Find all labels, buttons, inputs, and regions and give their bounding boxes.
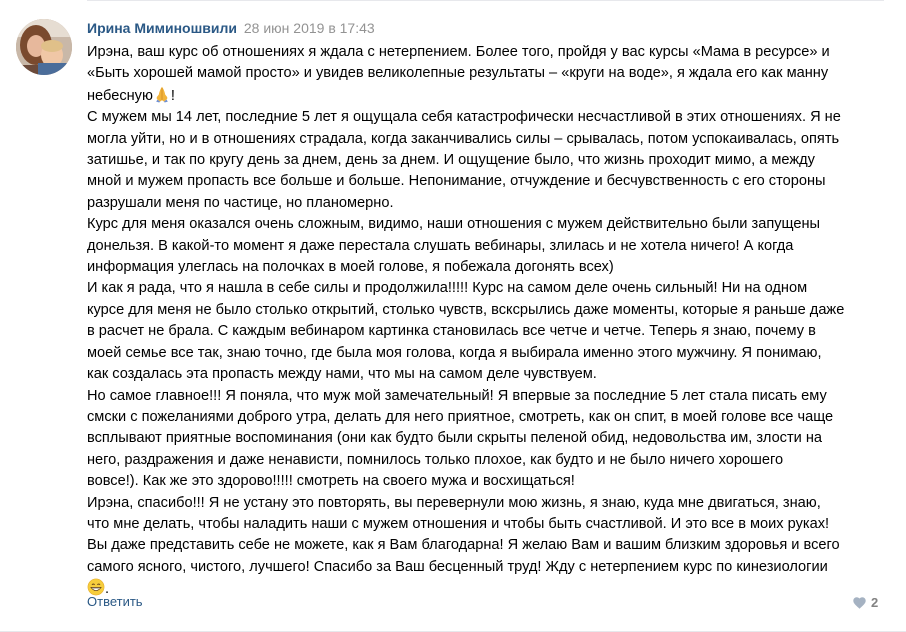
text-line: могла уйти, но и в отношениях страдала, когда заканчивались силы – срывалась, потом успокаивалась, опять — [87, 130, 840, 147]
text-line: смски с пожеланиями доброго утра, делать для него приятное, смотреть, как он спит, в моей голове все чаще — [87, 408, 834, 425]
text-line: курсе для меня не было столько открытий, столько чувств, всксрылись даже моменты, которые я раньше даже — [87, 301, 845, 318]
reply-button[interactable]: Ответить — [87, 594, 143, 609]
text-line: мной и мужем пропасть все больше и больше. Непонимание, отчуждение и бесчувственность с его стороны — [87, 173, 826, 190]
text-line: Ирэна, ваш курс об отношениях я ждала с нетерпением. Более того, пройдя у вас курсы «Мама в ресурсе» и — [87, 44, 830, 60]
text-fragment: небесную — [87, 87, 153, 104]
text-line: Курс для меня оказался очень сложным, видимо, наши отношения с мужем действительно были запущены — [87, 216, 821, 233]
text-line: моей семье все так, знаю точно, где была моя голова, когда я выбирала именно этого мужчину. Я понимаю, — [87, 344, 822, 361]
text-line: Вы даже представить себе не можете, как я Вам благодарна! Я желаю Вам и вашим близким здоровья и всего — [87, 537, 840, 554]
folded-hands-icon — [153, 85, 171, 103]
avatar[interactable] — [16, 19, 72, 75]
text-line: информация улеглась на полочках в моей голове, я побежала догонять всех) — [87, 259, 614, 276]
like-button[interactable] — [852, 594, 878, 610]
top-separator — [87, 0, 884, 1]
text-line: затишье, и так по кругу день за днем, день за днем. И ощущение было, что жизнь проходит мимо, а между — [87, 152, 815, 169]
comment-date[interactable]: 28 июн 2019 в 17:43 — [243, 20, 375, 36]
text-line: что мне делать, чтобы наладить наши с мужем отношения и чтобы быть счастливой. И это все в моих руках! — [87, 515, 830, 532]
text-line: С мужем мы 14 лет, последние 5 лет я ощущала себя катастрофически несчастливой в этих отношениях. Я не — [87, 109, 841, 126]
text-line: . — [87, 578, 887, 600]
like-count: 2 — [871, 594, 879, 610]
text-line: «Быть хорошей мамой просто» и увидев великолепные результаты – «круги на воде», я ждала его как манну — [87, 65, 829, 82]
text-line: в расчет не брала. С каждым вебинаром картинка становилась все четче и четче. Теперь я знаю, почему в — [87, 323, 816, 340]
text-line: донельзя. В какой-то момент я даже перестала слушать вебинары, злилась и не хотела ничего! А когда — [87, 237, 794, 254]
text-line: него, раздражения и даже ненависти, помнилось только плохое, как будто и не было ничего хорошего — [87, 451, 784, 468]
text-fragment: ! — [170, 87, 175, 104]
text-line: Но самое главное!!! Я поняла, что муж мой замечательный! Я впервые за последние 5 лет стала писать ему — [87, 387, 827, 404]
text-line: как создалась эта пропасть между нами, что мы на самом деле чувствуем. — [87, 366, 597, 383]
text-line: разрушали меня по частице, но планомерно. — [87, 194, 394, 211]
text-line: вовсе!). Как же это здорово!!!!! смотреть на своего мужа и восхищаться! — [87, 473, 575, 490]
text-line: И как я рада, что я нашла в себе силы и продолжила!!!!! Курс на самом деле очень сильный! Ни на одном — [87, 280, 808, 297]
comment-text — [87, 42, 887, 601]
heart-icon — [852, 596, 867, 609]
text-line: Ирэна, спасибо!!! Я не устану это повторять, вы перевернули мою жизнь, я знаю, куда мне двигаться, знаю, — [87, 494, 821, 511]
avatar-photo-icon — [16, 19, 72, 75]
text-line: всплывают приятные воспоминания (они как будто были скрыты пеленой обид, недовольства им, злости на — [87, 430, 823, 447]
comment-header — [87, 19, 375, 37]
text-line: самого ясного, чистого, лучшего! Спасибо за Ваш бесценный труд! Жду с нетерпением курс по кинезиологии — [87, 558, 828, 575]
text-line — [87, 85, 887, 107]
author-name[interactable]: Ирина Миминошвили — [87, 20, 237, 36]
